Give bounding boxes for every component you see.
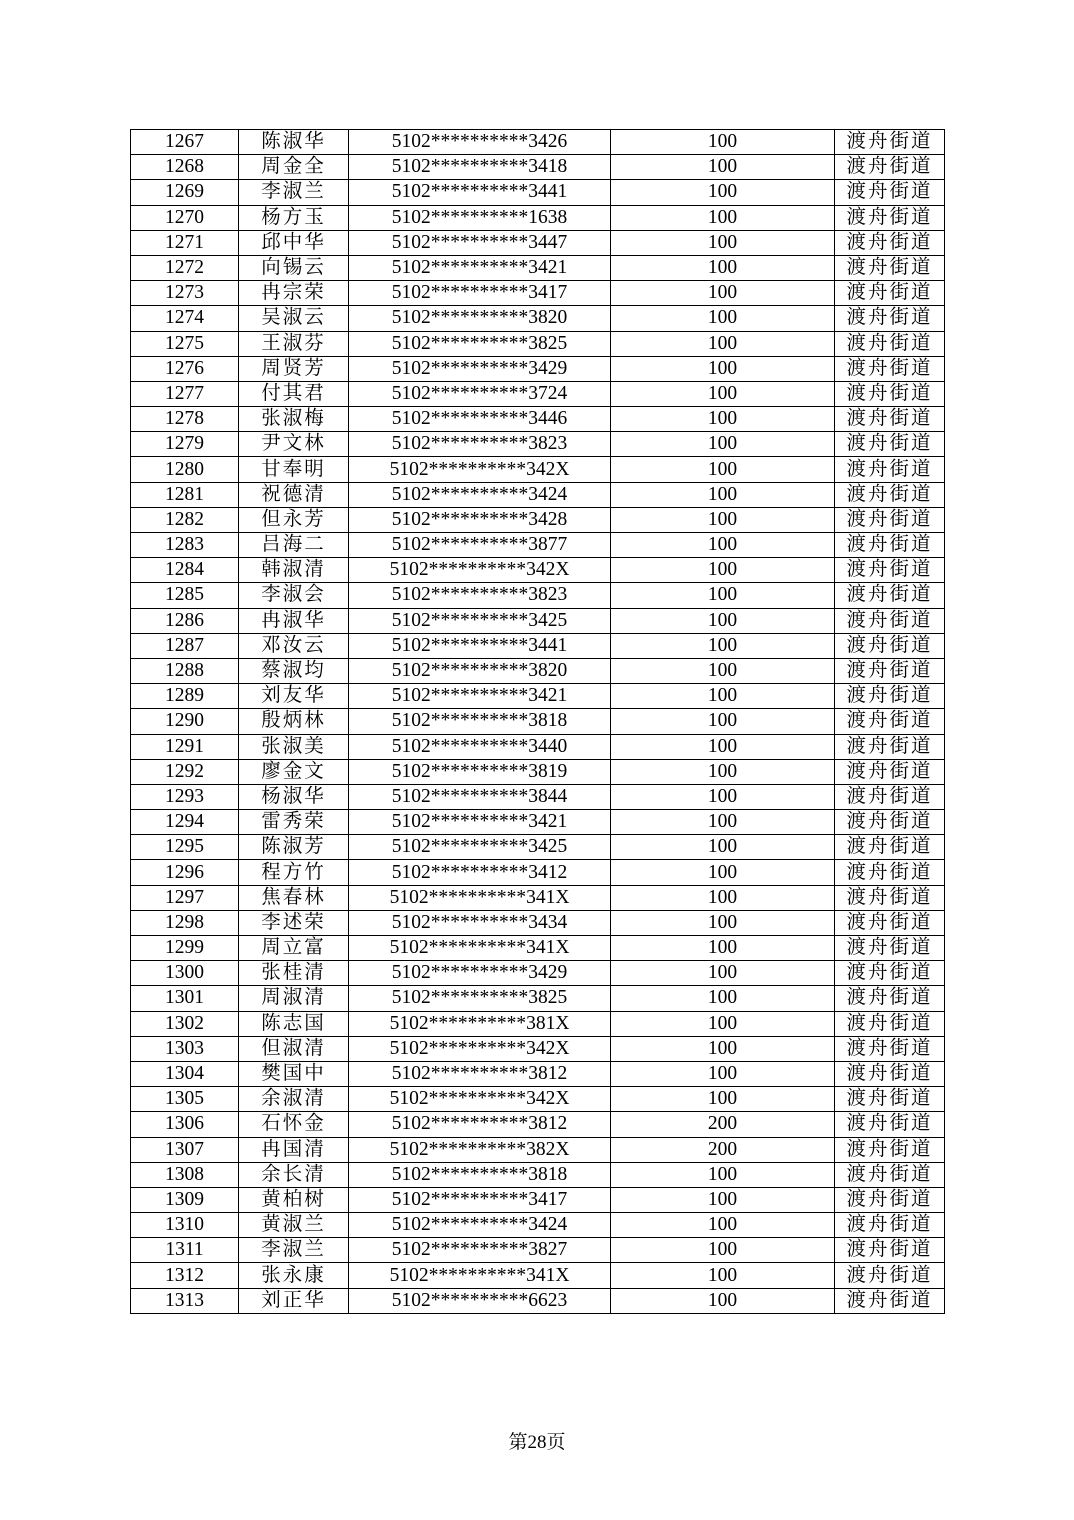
cell-name: 吴淑云 <box>239 306 349 331</box>
cell-index: 1287 <box>131 633 239 658</box>
cell-area: 渡舟街道 <box>835 180 945 205</box>
cell-id-number: 5102**********3434 <box>349 910 611 935</box>
cell-area: 渡舟街道 <box>835 1087 945 1112</box>
cell-id-number: 5102**********3818 <box>349 709 611 734</box>
cell-id-number: 5102**********3818 <box>349 1162 611 1187</box>
cell-amount: 100 <box>611 608 835 633</box>
cell-amount: 100 <box>611 986 835 1011</box>
cell-id-number: 5102**********3417 <box>349 281 611 306</box>
cell-area: 渡舟街道 <box>835 583 945 608</box>
cell-index: 1299 <box>131 936 239 961</box>
cell-name: 程方竹 <box>239 860 349 885</box>
cell-amount: 100 <box>611 910 835 935</box>
cell-id-number: 5102**********3440 <box>349 734 611 759</box>
cell-amount: 100 <box>611 1213 835 1238</box>
cell-name: 余长清 <box>239 1162 349 1187</box>
cell-id-number: 5102**********3428 <box>349 507 611 532</box>
table-row <box>131 130 945 155</box>
cell-area: 渡舟街道 <box>835 482 945 507</box>
cell-name: 陈淑华 <box>239 130 349 155</box>
cell-id-number: 5102**********3823 <box>349 583 611 608</box>
cell-id-number: 5102**********341X <box>349 1263 611 1288</box>
cell-area: 渡舟街道 <box>835 1162 945 1187</box>
cell-amount: 100 <box>611 583 835 608</box>
cell-area: 渡舟街道 <box>835 961 945 986</box>
cell-index: 1309 <box>131 1187 239 1212</box>
table-row <box>131 1087 945 1112</box>
cell-area: 渡舟街道 <box>835 1187 945 1212</box>
page-number: 第28页 <box>508 1432 566 1453</box>
cell-id-number: 5102**********3421 <box>349 684 611 709</box>
cell-index: 1303 <box>131 1036 239 1061</box>
table-row <box>131 1288 945 1313</box>
cell-amount: 100 <box>611 432 835 457</box>
cell-name: 李述荣 <box>239 910 349 935</box>
subsidy-list-table <box>130 129 945 1314</box>
cell-id-number: 5102**********3825 <box>349 986 611 1011</box>
cell-amount: 100 <box>611 784 835 809</box>
cell-amount: 100 <box>611 558 835 583</box>
table-row <box>131 910 945 935</box>
table-row <box>131 583 945 608</box>
cell-area: 渡舟街道 <box>835 860 945 885</box>
cell-amount: 100 <box>611 306 835 331</box>
table-row <box>131 986 945 1011</box>
cell-amount: 100 <box>611 331 835 356</box>
table-row <box>131 356 945 381</box>
cell-name: 余淑清 <box>239 1087 349 1112</box>
table-row <box>131 180 945 205</box>
cell-id-number: 5102**********3446 <box>349 407 611 432</box>
cell-name: 祝德清 <box>239 482 349 507</box>
cell-name: 但淑清 <box>239 1036 349 1061</box>
cell-index: 1270 <box>131 205 239 230</box>
cell-index: 1296 <box>131 860 239 885</box>
cell-area: 渡舟街道 <box>835 356 945 381</box>
cell-amount: 100 <box>611 1187 835 1212</box>
cell-amount: 100 <box>611 936 835 961</box>
cell-amount: 100 <box>611 457 835 482</box>
table-row <box>131 1213 945 1238</box>
cell-id-number: 5102**********3825 <box>349 331 611 356</box>
cell-id-number: 5102**********3877 <box>349 533 611 558</box>
table-row <box>131 507 945 532</box>
table-row <box>131 281 945 306</box>
cell-name: 黄淑兰 <box>239 1213 349 1238</box>
cell-index: 1306 <box>131 1112 239 1137</box>
cell-name: 韩淑清 <box>239 558 349 583</box>
cell-name: 邱中华 <box>239 230 349 255</box>
cell-amount: 100 <box>611 1288 835 1313</box>
cell-area: 渡舟街道 <box>835 407 945 432</box>
table-row <box>131 1112 945 1137</box>
table-row <box>131 1061 945 1086</box>
table-row <box>131 1263 945 1288</box>
cell-id-number: 5102**********3441 <box>349 633 611 658</box>
cell-index: 1286 <box>131 608 239 633</box>
table-body <box>131 130 945 1314</box>
table-row <box>131 1036 945 1061</box>
cell-name: 付其君 <box>239 381 349 406</box>
table-row <box>131 432 945 457</box>
cell-area: 渡舟街道 <box>835 608 945 633</box>
cell-id-number: 5102**********3724 <box>349 381 611 406</box>
table-row <box>131 835 945 860</box>
cell-amount: 200 <box>611 1137 835 1162</box>
cell-id-number: 5102**********341X <box>349 936 611 961</box>
cell-index: 1276 <box>131 356 239 381</box>
cell-area: 渡舟街道 <box>835 759 945 784</box>
cell-area: 渡舟街道 <box>835 910 945 935</box>
cell-area: 渡舟街道 <box>835 381 945 406</box>
cell-index: 1307 <box>131 1137 239 1162</box>
cell-index: 1275 <box>131 331 239 356</box>
cell-id-number: 5102**********3426 <box>349 130 611 155</box>
cell-amount: 100 <box>611 533 835 558</box>
cell-index: 1280 <box>131 457 239 482</box>
cell-id-number: 5102**********3425 <box>349 835 611 860</box>
cell-id-number: 5102**********342X <box>349 1087 611 1112</box>
cell-name: 张淑美 <box>239 734 349 759</box>
cell-index: 1284 <box>131 558 239 583</box>
cell-area: 渡舟街道 <box>835 558 945 583</box>
cell-id-number: 5102**********3812 <box>349 1112 611 1137</box>
cell-name: 陈淑芳 <box>239 835 349 860</box>
cell-name: 刘正华 <box>239 1288 349 1313</box>
cell-index: 1293 <box>131 784 239 809</box>
cell-area: 渡舟街道 <box>835 1011 945 1036</box>
cell-index: 1269 <box>131 180 239 205</box>
cell-name: 陈志国 <box>239 1011 349 1036</box>
cell-index: 1281 <box>131 482 239 507</box>
cell-amount: 100 <box>611 1061 835 1086</box>
cell-name: 冉宗荣 <box>239 281 349 306</box>
cell-area: 渡舟街道 <box>835 633 945 658</box>
table-row <box>131 306 945 331</box>
cell-index: 1310 <box>131 1213 239 1238</box>
cell-name: 樊国中 <box>239 1061 349 1086</box>
cell-amount: 100 <box>611 709 835 734</box>
cell-id-number: 5102**********3424 <box>349 482 611 507</box>
cell-area: 渡舟街道 <box>835 1288 945 1313</box>
cell-id-number: 5102**********342X <box>349 558 611 583</box>
cell-index: 1267 <box>131 130 239 155</box>
cell-area: 渡舟街道 <box>835 1263 945 1288</box>
cell-area: 渡舟街道 <box>835 1112 945 1137</box>
cell-amount: 100 <box>611 381 835 406</box>
cell-area: 渡舟街道 <box>835 306 945 331</box>
cell-id-number: 5102**********341X <box>349 885 611 910</box>
cell-index: 1289 <box>131 684 239 709</box>
table-row <box>131 709 945 734</box>
table-row <box>131 1162 945 1187</box>
cell-index: 1285 <box>131 583 239 608</box>
cell-id-number: 5102**********3425 <box>349 608 611 633</box>
cell-id-number: 5102**********6623 <box>349 1288 611 1313</box>
table-row <box>131 734 945 759</box>
cell-id-number: 5102**********3447 <box>349 230 611 255</box>
cell-amount: 100 <box>611 407 835 432</box>
cell-name: 周贤芳 <box>239 356 349 381</box>
cell-id-number: 5102**********3820 <box>349 658 611 683</box>
cell-name: 廖金文 <box>239 759 349 784</box>
cell-name: 张淑梅 <box>239 407 349 432</box>
cell-id-number: 5102**********3827 <box>349 1238 611 1263</box>
cell-amount: 200 <box>611 1112 835 1137</box>
cell-index: 1277 <box>131 381 239 406</box>
cell-index: 1279 <box>131 432 239 457</box>
cell-id-number: 5102**********3424 <box>349 1213 611 1238</box>
cell-id-number: 5102**********3421 <box>349 810 611 835</box>
cell-amount: 100 <box>611 684 835 709</box>
cell-id-number: 5102**********3429 <box>349 356 611 381</box>
cell-area: 渡舟街道 <box>835 810 945 835</box>
cell-area: 渡舟街道 <box>835 835 945 860</box>
cell-amount: 100 <box>611 1036 835 1061</box>
table-row <box>131 885 945 910</box>
cell-amount: 100 <box>611 1263 835 1288</box>
cell-amount: 100 <box>611 180 835 205</box>
cell-id-number: 5102**********3417 <box>349 1187 611 1212</box>
cell-area: 渡舟街道 <box>835 432 945 457</box>
cell-id-number: 5102**********3844 <box>349 784 611 809</box>
cell-area: 渡舟街道 <box>835 734 945 759</box>
cell-area: 渡舟街道 <box>835 457 945 482</box>
cell-area: 渡舟街道 <box>835 1061 945 1086</box>
cell-index: 1302 <box>131 1011 239 1036</box>
cell-index: 1278 <box>131 407 239 432</box>
cell-name: 石怀金 <box>239 1112 349 1137</box>
table-row <box>131 230 945 255</box>
cell-amount: 100 <box>611 1087 835 1112</box>
table-row <box>131 1137 945 1162</box>
cell-amount: 100 <box>611 860 835 885</box>
cell-index: 1272 <box>131 255 239 280</box>
cell-id-number: 5102**********3812 <box>349 1061 611 1086</box>
cell-amount: 100 <box>611 281 835 306</box>
cell-area: 渡舟街道 <box>835 1238 945 1263</box>
cell-name: 李淑兰 <box>239 180 349 205</box>
cell-index: 1312 <box>131 1263 239 1288</box>
cell-amount: 100 <box>611 507 835 532</box>
cell-amount: 100 <box>611 1162 835 1187</box>
cell-index: 1308 <box>131 1162 239 1187</box>
cell-amount: 100 <box>611 205 835 230</box>
cell-area: 渡舟街道 <box>835 658 945 683</box>
cell-area: 渡舟街道 <box>835 205 945 230</box>
cell-area: 渡舟街道 <box>835 986 945 1011</box>
table-row <box>131 407 945 432</box>
cell-area: 渡舟街道 <box>835 1036 945 1061</box>
cell-index: 1300 <box>131 961 239 986</box>
table-row <box>131 1187 945 1212</box>
cell-amount: 100 <box>611 1011 835 1036</box>
table-row <box>131 633 945 658</box>
cell-index: 1291 <box>131 734 239 759</box>
cell-name: 李淑兰 <box>239 1238 349 1263</box>
cell-name: 周淑清 <box>239 986 349 1011</box>
cell-area: 渡舟街道 <box>835 1213 945 1238</box>
cell-index: 1268 <box>131 155 239 180</box>
cell-amount: 100 <box>611 633 835 658</box>
cell-amount: 100 <box>611 658 835 683</box>
cell-index: 1298 <box>131 910 239 935</box>
cell-area: 渡舟街道 <box>835 281 945 306</box>
cell-amount: 100 <box>611 255 835 280</box>
cell-amount: 100 <box>611 835 835 860</box>
cell-id-number: 5102**********3418 <box>349 155 611 180</box>
cell-index: 1273 <box>131 281 239 306</box>
cell-name: 蔡淑均 <box>239 658 349 683</box>
cell-area: 渡舟街道 <box>835 684 945 709</box>
cell-area: 渡舟街道 <box>835 936 945 961</box>
table-row <box>131 936 945 961</box>
table-row <box>131 684 945 709</box>
cell-id-number: 5102**********3412 <box>349 860 611 885</box>
cell-name: 尹文林 <box>239 432 349 457</box>
cell-amount: 100 <box>611 734 835 759</box>
cell-name: 周立富 <box>239 936 349 961</box>
cell-name: 甘奉明 <box>239 457 349 482</box>
table-row <box>131 860 945 885</box>
table-row <box>131 457 945 482</box>
cell-amount: 100 <box>611 961 835 986</box>
cell-area: 渡舟街道 <box>835 155 945 180</box>
cell-name: 张桂清 <box>239 961 349 986</box>
table-row <box>131 482 945 507</box>
cell-area: 渡舟街道 <box>835 1137 945 1162</box>
cell-id-number: 5102**********1638 <box>349 205 611 230</box>
cell-index: 1297 <box>131 885 239 910</box>
cell-area: 渡舟街道 <box>835 709 945 734</box>
table-row <box>131 784 945 809</box>
cell-amount: 100 <box>611 885 835 910</box>
table-row <box>131 658 945 683</box>
cell-index: 1274 <box>131 306 239 331</box>
cell-index: 1305 <box>131 1087 239 1112</box>
table-row <box>131 533 945 558</box>
table-row <box>131 1238 945 1263</box>
cell-id-number: 5102**********3429 <box>349 961 611 986</box>
cell-index: 1311 <box>131 1238 239 1263</box>
cell-name: 周金全 <box>239 155 349 180</box>
table-row <box>131 155 945 180</box>
cell-id-number: 5102**********3421 <box>349 255 611 280</box>
cell-area: 渡舟街道 <box>835 130 945 155</box>
cell-index: 1295 <box>131 835 239 860</box>
cell-amount: 100 <box>611 482 835 507</box>
cell-amount: 100 <box>611 356 835 381</box>
table-row <box>131 608 945 633</box>
table-row <box>131 961 945 986</box>
cell-index: 1282 <box>131 507 239 532</box>
cell-id-number: 5102**********381X <box>349 1011 611 1036</box>
cell-area: 渡舟街道 <box>835 507 945 532</box>
table-row <box>131 1011 945 1036</box>
cell-name: 邓汝云 <box>239 633 349 658</box>
cell-amount: 100 <box>611 1238 835 1263</box>
cell-name: 杨方玉 <box>239 205 349 230</box>
cell-name: 向锡云 <box>239 255 349 280</box>
cell-area: 渡舟街道 <box>835 533 945 558</box>
cell-area: 渡舟街道 <box>835 255 945 280</box>
cell-name: 黄柏树 <box>239 1187 349 1212</box>
cell-name: 冉国清 <box>239 1137 349 1162</box>
cell-index: 1283 <box>131 533 239 558</box>
cell-amount: 100 <box>611 155 835 180</box>
cell-index: 1313 <box>131 1288 239 1313</box>
cell-name: 殷炳林 <box>239 709 349 734</box>
cell-id-number: 5102**********3823 <box>349 432 611 457</box>
cell-id-number: 5102**********3441 <box>349 180 611 205</box>
subsidy-list-table-container <box>130 129 944 1314</box>
table-row <box>131 331 945 356</box>
table-row <box>131 255 945 280</box>
table-row <box>131 558 945 583</box>
table-row <box>131 381 945 406</box>
cell-name: 张永康 <box>239 1263 349 1288</box>
cell-amount: 100 <box>611 230 835 255</box>
cell-area: 渡舟街道 <box>835 784 945 809</box>
cell-name: 刘友华 <box>239 684 349 709</box>
table-row <box>131 810 945 835</box>
cell-name: 李淑会 <box>239 583 349 608</box>
cell-amount: 100 <box>611 130 835 155</box>
cell-index: 1288 <box>131 658 239 683</box>
cell-area: 渡舟街道 <box>835 230 945 255</box>
cell-id-number: 5102**********342X <box>349 1036 611 1061</box>
cell-area: 渡舟街道 <box>835 885 945 910</box>
table-row <box>131 205 945 230</box>
cell-name: 雷秀荣 <box>239 810 349 835</box>
cell-name: 王淑芬 <box>239 331 349 356</box>
cell-index: 1290 <box>131 709 239 734</box>
cell-id-number: 5102**********382X <box>349 1137 611 1162</box>
table-row <box>131 759 945 784</box>
cell-name: 但永芳 <box>239 507 349 532</box>
cell-index: 1304 <box>131 1061 239 1086</box>
cell-name: 杨淑华 <box>239 784 349 809</box>
cell-index: 1292 <box>131 759 239 784</box>
cell-index: 1271 <box>131 230 239 255</box>
cell-index: 1294 <box>131 810 239 835</box>
cell-index: 1301 <box>131 986 239 1011</box>
cell-name: 吕海二 <box>239 533 349 558</box>
cell-id-number: 5102**********3820 <box>349 306 611 331</box>
cell-name: 焦春林 <box>239 885 349 910</box>
cell-area: 渡舟街道 <box>835 331 945 356</box>
cell-id-number: 5102**********3819 <box>349 759 611 784</box>
cell-amount: 100 <box>611 759 835 784</box>
cell-amount: 100 <box>611 810 835 835</box>
cell-id-number: 5102**********342X <box>349 457 611 482</box>
cell-name: 冉淑华 <box>239 608 349 633</box>
